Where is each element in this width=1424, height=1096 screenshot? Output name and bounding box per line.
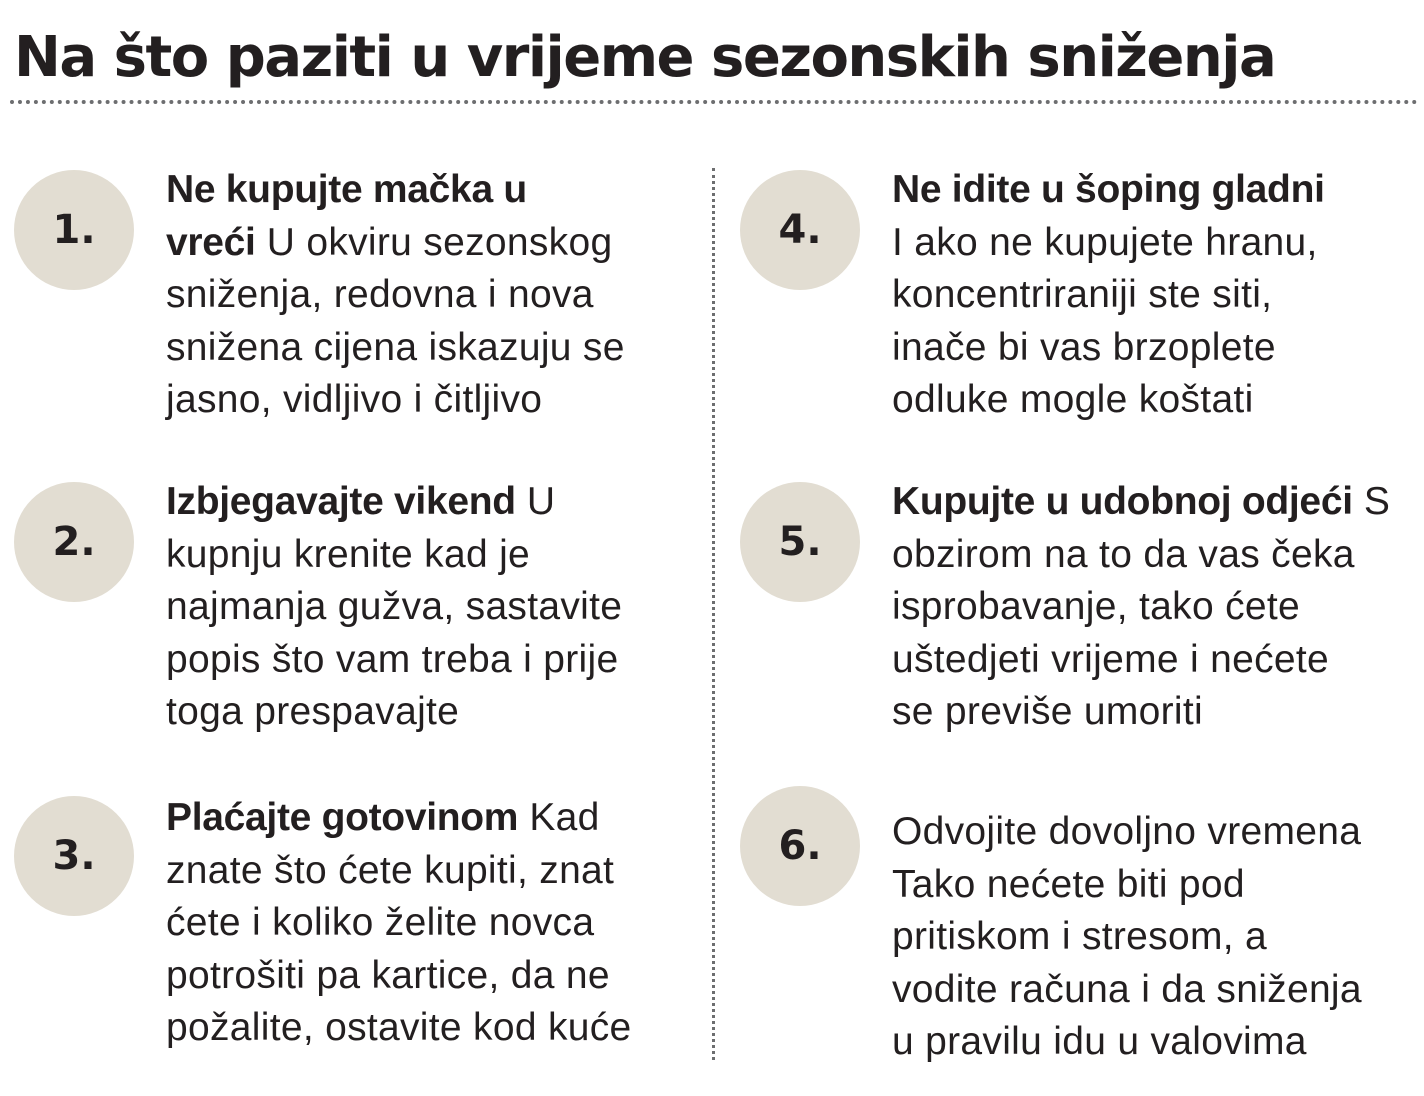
tip-item	[740, 482, 1424, 782]
tip-text	[166, 164, 706, 427]
tip-number-badge: 6.	[740, 786, 860, 906]
tip-item	[14, 796, 734, 1096]
tip-item	[14, 170, 734, 470]
tip-item	[740, 786, 1424, 1086]
tip-body: U okviru sezonskog sniženja, redovna i nova snižena cijena iskazuju se jasno, vidljivo i čitljivo	[166, 220, 625, 421]
page-title: Na što paziti u vrijeme sezonskih sniženja	[14, 25, 1276, 90]
tip-text	[166, 792, 706, 1055]
title-divider	[10, 100, 1418, 104]
tip-body: I ako ne kupujete hranu, koncentriraniji ste siti, inače bi vas brzoplete odluke mogle koštati	[892, 220, 1318, 421]
tip-title: Ne kupujte mačka u vreći	[166, 168, 527, 264]
tip-title: Kupujte u udobnoj odjeći	[892, 480, 1353, 523]
tip-number-badge: 4.	[740, 170, 860, 290]
tip-title: Izbjegavajte vikend	[166, 480, 516, 523]
tip-text	[892, 164, 1424, 427]
tip-number-badge: 2.	[14, 482, 134, 602]
tip-body: S obzirom na to da vas čeka isprobavanje, tako ćete uštedjeti vrijeme i nećete se previše umoriti	[892, 480, 1391, 733]
tip-number-badge: 3.	[14, 796, 134, 916]
tip-text	[892, 476, 1424, 739]
tip-body: Odvojite dovoljno vremena Tako nećete biti pod pritiskom i stresom, a vodite računa i da sniženja u pravilu idu u valovima	[892, 810, 1362, 1063]
tip-text	[166, 476, 706, 739]
tip-body: U kupnju krenite kad je najmanja gužva, sastavite popis što vam treba i prije toga prespavajte	[166, 480, 623, 733]
tip-body: Kad znate što ćete kupiti, znat ćete i koliko želite novca potrošiti pa kartice, da ne požalite, ostavite kod kuće	[166, 796, 632, 1049]
tip-number-badge: 1.	[14, 170, 134, 290]
tip-title: Plaćajte gotovinom	[166, 796, 519, 839]
tip-item	[740, 170, 1424, 470]
tip-number-badge: 5.	[740, 482, 860, 602]
tip-title: Ne idite u šoping gladni	[892, 168, 1325, 211]
tip-item	[14, 482, 734, 782]
tip-text	[892, 806, 1424, 1069]
